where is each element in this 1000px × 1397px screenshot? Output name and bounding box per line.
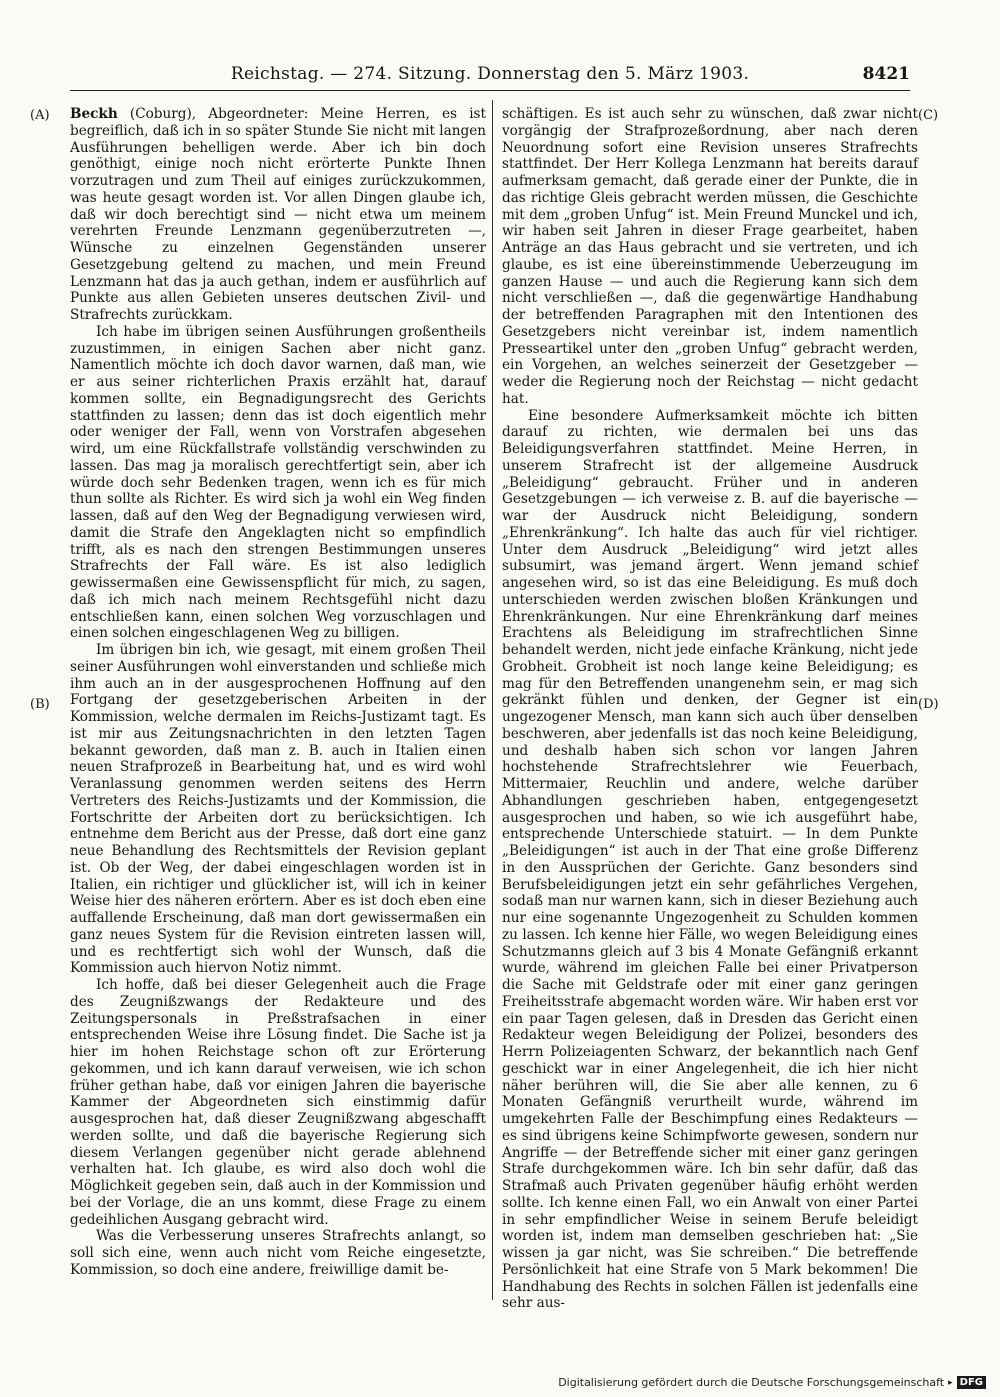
footer-text: Digitalisierung gefördert durch die Deutsche Forschungsgemeinschaft [558,1376,945,1389]
dfg-logo: DFG [957,1376,986,1389]
digitization-footer [558,1376,986,1389]
speech-opening-text: (Coburg), Abgeordneter: Meine Herren, es ist begreiflich, daß ich in so später Stunde Sie nicht mit langen Ausführungen behelligen werde. Aber ich bin doch genöthigt, einige noch nicht erörterte Punkte Ihnen vorzutragen und zum Theil auf einiges zurückzukommen, was heute gesagt worden ist. Vor allen Dingen glaube ich, daß wir doch berechtigt sind — nicht etwa um meinem verehrten Freunde Lenzmann gegenüberzutreten —, Wünsche zu einzelnen Gegenständen unserer Gesetzgebung geltend zu machen, und mein Freund Lenzmann hat das ja auch gethan, indem er ausführlich auf Punkte aus allen Gebieten unseres deutschen Zivil- und Strafrechts zurückkam. [70,106,486,323]
paragraph: Im übrigen bin ich, wie gesagt, mit einem großen Theil seiner Ausführungen wohl einverstanden und schließe mich ihm auch an in der ausgesprochenen Hoffnung auf den Fortgang der gesetzgeberischen Arbeiten in der Kommission, welche dermalen im Reichs-Justizamt tagt. Es ist mir aus Zeitungsnachrichten in den letzten Tagen bekannt geworden, daß man z. B. auch in Italien einen neuen Strafprozeß in Bearbeitung hat, und es wird wohl Veranlassung genommen werden seitens des Herrn Vertreters des Reichs-Justizamts und der Kommission, die Fortschritte der Arbeiten dort zu berücksichtigen. Ich entnehme dem Bericht aus der Presse, daß dort eine ganz neue Behandlung des Rechtsmittels der Revision geplant ist. Ob der Weg, der dabei eingeschlagen worden ist in Italien, ein richtiger und glücklicher ist, will ich in keiner Weise hier des näheren erörtern. Aber es ist doch eben eine auffallende Erscheinung, daß man dort gewissermaßen ein ganz neues System für die Revision eintreten lassen will, und es rechtfertigt sich wohl der Wunsch, daß die Kommission auch hiervon Notiz nimmt. [70,642,486,977]
paragraph: Ich hoffe, daß bei dieser Gelegenheit auch die Frage des Zeugnißzwangs der Redakteure und des Zeitungspersonals in Preßstrafsachen in einer entsprechenden Weise ihre Lösung findet. Die Sache ist ja hier im hohen Reichstage schon oft zur Erörterung gekommen, und ich kann darauf verweisen, wie ich schon früher gethan habe, daß vor einigen Jahren die bayerische Kammer der Abgeordneten sich einstimmig dafür ausgesprochen hat, daß dieser Zeugnißzwang abgeschafft werden sollte, und daß die bayerische Regierung sich diesem Verlangen gegenüber nicht gerade ablehnend verhalten hat. Ich glaube, es wird also doch wohl die Möglichkeit gegeben sein, daß auch in der Kommission und bei der Vorlage, die an uns kommt, diese Frage zu einem gedeihlichen Ausgang gebracht wird. [70,977,486,1228]
page-number: 8421 [862,64,910,84]
margin-marker-d: (D) [918,697,939,712]
running-title: Reichstag. — 274. Sitzung. Donnerstag den 5. März 1903. [230,64,750,84]
margin-marker-b: (B) [30,697,50,712]
margin-marker-c: (C) [918,108,939,123]
right-column [502,106,918,1312]
left-column [70,106,486,1301]
paragraph-continuation: schäftigen. Es ist auch sehr zu wünschen, daß zwar nicht vorgängig der Strafprozeßordnung, aber nach deren Neuordnung sofort eine Revision unseres Strafrechts stattfindet. Der Herr Kollega Lenzmann hat bereits darauf aufmerksam gemacht, daß gerade einer der Punkte, die in das richtige Gleis gebracht werden müssen, die Geschichte mit dem „groben Unfug“ ist. Mein Freund Munckel und ich, wir haben seit Jahren in dieser Frage gearbeitet, haben Anträge an das Haus gebracht und sie vertreten, und ich glaube, es ist eine übereinstimmende Ueberzeugung im ganzen Hause — und auch die Regierung kann sich dem nicht verschließen —, daß die gegenwärtige Handhabung der betreffenden Paragraphen mit den Intentionen des Gesetzgebers nicht vereinbar ist, indem namentlich Presseartikel unter den „groben Unfug“ gebracht werden, ein Vorgehen, an welches seinerzeit der Gesetzgeber — weder die Regierung noch der Reichstag — nicht gedacht hat. [502,106,918,407]
speaker-name: Beckh [70,106,118,122]
running-header [70,62,910,91]
margin-marker-a: (A) [30,108,50,123]
speech-opening-paragraph [70,106,486,324]
column-divider [492,100,493,1300]
arrow-icon: ▸ [948,1377,953,1388]
paragraph: Was die Verbesserung unseres Strafrechts anlangt, so soll sich eine, wenn auch nicht vom Reiche eingesetzte, Kommission, so doch eine andere, freiwillige damit be- [70,1228,486,1278]
paragraph: Ich habe im übrigen seinen Ausführungen großentheils zuzustimmen, in einigen Sachen aber nicht ganz. Namentlich möchte ich doch davor warnen, daß man, wie er aus seiner richterlichen Praxis erzählt hat, darauf kommen sollte, ein Begnadigungsrecht des Gerichts stattfinden zu lassen; denn das ist doch eigentlich mehr oder weniger der Fall, wenn von Vorstrafen abgesehen wird, um eine Rückfallstrafe vollständig verschwinden zu lassen. Das mag ja moralisch gerechtfertigt sein, aber ich würde doch sehr Bedenken tragen, wenn ich es für mich thun sollte als Richter. Es wird sich ja wohl ein Weg finden lassen, daß auf den Weg der Begnadigung verwiesen wird, damit die Strafe den Angeklagten nicht so empfindlich trifft, als es nach den strengen Bestimmungen unseres Strafrechts der Fall wäre. Es ist also lediglich gewissermaßen eine Gewissenspflicht für mich, zu sagen, daß ich mich nach meinem Rechtsgefühl nicht dazu entschließen kann, einen solchen Weg vorzuschlagen und einen solchen eingeschlagenen Weg zu billigen. [70,323,486,642]
paragraph: Eine besondere Aufmerksamkeit möchte ich bitten darauf zu richten, wie dermalen bei uns das Beleidigungsverfahren stattfindet. Meine Herren, in unserem Strafrecht ist der allgemeine Ausdruck „Beleidigung“ gebraucht. Früher und in anderen Gesetzgebungen — ich verweise z. B. auf die bayerische — war der Ausdruck nicht Beleidigung, sondern „Ehrenkränkung“. Ich halte das auch für viel richtiger. Unter dem Ausdruck „Beleidigung“ wird jetzt alles subsumirt, was jemand ärgert. Wenn jemand schief angesehen wird, so ist das eine Beleidigung. Es muß doch unterschieden werden zwischen bloßen Kränkungen und Ehrenkränkungen. Nur eine Ehrenkränkung darf meines Erachtens als Beleidigung im strafrechtlichen Sinne behandelt werden, nicht jede einfache Kränkung, nicht jede Grobheit. Grobheit ist noch lange keine Beleidigung; es mag für den Betreffenden unangenehm sein, er mag sich gekränkt fühlen und denken, der Gegner ist ein ungezogener Mensch, man kann sich auch über denselben beschweren, aber jedenfalls ist das noch keine Beleidigung, und deshalb haben sich schon vor langen Jahren hochstehende Strafrechtslehrer wie Feuerbach, Mittermaier, Reuchlin und andere, welche darüber Abhandlungen geschrieben haben, entgegengesetzt ausgesprochen und haben, so wie ich ausgeführt habe, entsprechende Unterschiede statuirt. — In dem Punkte „Beleidigungen“ ist auch in der That eine große Differenz in den Aussprüchen der Gerichte. Ganz besonders sind Berufsbeleidigungen jetzt ein sehr gefährliches Vergehen, sodaß man nur warnen kann, sich in dieser Beziehung auch nur eine sogenannte Ungezogenheit zu Schulden kommen zu lassen. Ich kenne hier Fälle, wo wegen Beleidigung eines Schutzmanns gleich auf 3 bis 4 Monate Gefängniß erkannt wurde, während im gleichen Falle bei einer Privatperson die Sache mit Geldstrafe oder mit einer ganz geringen Freiheitsstrafe abgemacht worden wäre. Wir haben erst vor ein paar Tagen gelesen, daß in Dresden das Gericht einen Redakteur wegen Beleidigung der Polizei, besonders des Herrn Polizeiagenten Schwarz, der bekanntlich nach Genf geschickt war in einer Angelegenheit, die ich hier nicht näher berühren will, die Sie aber alle kennen, zu 6 Monaten Gefängniß verurtheilt wurde, während im umgekehrten Falle der Beschimpfung eines Redakteurs — es sind übrigens keine Schimpfworte gewesen, sondern nur Angriffe — der Betreffende sicher mit einer ganz geringen Strafe durchgekommen wäre. Ich bin sehr dafür, daß das Strafmaß auch Privaten gegenüber häufig erhöht werden sollte. Ich kenne einen Fall, wo ein Anwalt von einer Partei in sehr empfindlicher Weise in seinem Berufe beleidigt worden ist, indem man demselben geschrieben hat: „Sie wissen ja gar nicht, was Sie schreiben.“ Die betreffende Persönlichkeit hat eine Strafe von 5 Mark bekommen! Die Handhabung des Rechts in solchen Fällen ist jedenfalls eine sehr aus- [502,407,918,1312]
